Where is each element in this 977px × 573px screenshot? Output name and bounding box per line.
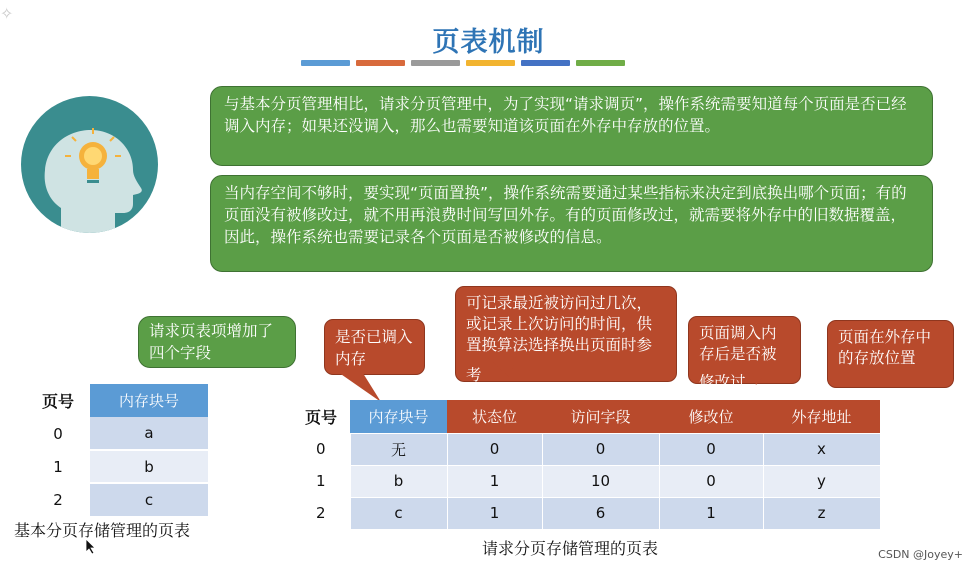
header-page-number: 页号: [41, 392, 74, 411]
color-bar-3: [411, 60, 460, 66]
basic-page-table: [26, 384, 208, 516]
cell-access: 10: [542, 465, 659, 497]
cell-page: 2: [315, 504, 326, 522]
table-header-row: [292, 400, 880, 433]
callout-tail: [750, 365, 780, 387]
callout-external-address: [827, 320, 954, 388]
corner-mark: ✧: [0, 4, 14, 23]
cell-page: 2: [53, 490, 63, 509]
color-bar-4: [466, 60, 515, 66]
header-external-address: 外存地址: [763, 400, 880, 433]
basic-table-caption: 基本分页存储管理的页表: [14, 521, 191, 540]
cell-page: 1: [315, 472, 326, 490]
cell-status: 1: [447, 497, 542, 529]
table-row: [292, 497, 880, 529]
color-bar-6: [576, 60, 625, 66]
cell-page: 0: [315, 440, 326, 458]
cell-address: z: [763, 497, 880, 529]
callout-four-fields: [138, 316, 296, 368]
request-table-caption: 请求分页存储管理的页表: [482, 539, 659, 558]
cell-frame: c: [90, 483, 208, 516]
cell-frame: a: [90, 417, 208, 450]
cell-access: 0: [542, 433, 659, 465]
callout-external-address-text: 页面在外存中的存放位置: [838, 328, 932, 367]
cell-page: 1: [53, 457, 63, 476]
callout-access-field: [455, 286, 677, 382]
watermark: CSDN @Joyey+: [878, 548, 963, 561]
callout-status-bit-text: 是否已调入内存: [335, 328, 413, 368]
table-row: [292, 465, 880, 497]
callout-modify-bit-text: 页面调入内存后是否被修改过: [699, 324, 777, 391]
header-frame-number: 内存块号: [90, 384, 208, 417]
cell-modify: 1: [659, 497, 763, 529]
mouse-cursor-icon: [86, 539, 98, 555]
table-row: [26, 483, 208, 516]
color-bar-5: [521, 60, 570, 66]
cell-frame: b: [350, 465, 447, 497]
request-page-table: [292, 400, 881, 530]
bubble-page-replacement-text: 当内存空间不够时，要实现“页面置换”，操作系统需要通过某些指标来决定到底换出哪个页面；有的页面没有被修改过，就不用再浪费时间写回外存。有的页面修改过，就需要将外存中的旧数据覆盖，因此，操作系统也需要记录各个页面是否被修改的信息。: [224, 184, 907, 246]
cell-frame: 无: [350, 433, 447, 465]
table-row: [292, 433, 880, 465]
callout-tail: [486, 356, 526, 380]
callout-tail: [335, 370, 385, 404]
cell-modify: 0: [659, 433, 763, 465]
header-access-field: 访问字段: [542, 400, 659, 433]
bubble-demand-paging-text: 与基本分页管理相比，请求分页管理中，为了实现“请求调页”，操作系统需要知道每个页面是否已经调入内存；如果还没调入，那么也需要知道该页面在外存中存放的位置。: [224, 95, 907, 135]
header-modify-bit: 修改位: [659, 400, 763, 433]
cell-status: 0: [447, 433, 542, 465]
table-row: [26, 450, 208, 483]
slide-title: 页表机制: [432, 27, 545, 58]
bubble-demand-paging: [210, 86, 933, 166]
callout-status-bit: [324, 319, 425, 375]
color-bar-1: [301, 60, 350, 66]
cell-address: x: [763, 433, 880, 465]
cell-modify: 0: [659, 465, 763, 497]
callout-tail: [838, 369, 868, 389]
callout-modify-bit: [688, 316, 801, 391]
cell-page: 0: [53, 424, 63, 443]
cell-status: 1: [447, 465, 542, 497]
callout-four-fields-text: 请求页表项增加了四个字段: [149, 322, 274, 362]
cell-address: y: [763, 465, 880, 497]
header-page-number: 页号: [304, 408, 337, 427]
bubble-page-replacement: [210, 175, 933, 272]
cell-frame: c: [350, 497, 447, 529]
header-status-bit: 状态位: [447, 400, 542, 433]
idea-head-icon: [21, 96, 158, 233]
cell-access: 6: [542, 497, 659, 529]
callout-access-field-text: 可记录最近被访问过几次，或记录上次访问的时间，供置换算法选择换出页面时参考: [466, 294, 653, 384]
header-frame-number: 内存块号: [350, 400, 447, 433]
color-bar-2: [356, 60, 405, 66]
cell-frame: b: [90, 450, 208, 483]
table-row: [26, 417, 208, 450]
table-header-row: [26, 384, 208, 417]
